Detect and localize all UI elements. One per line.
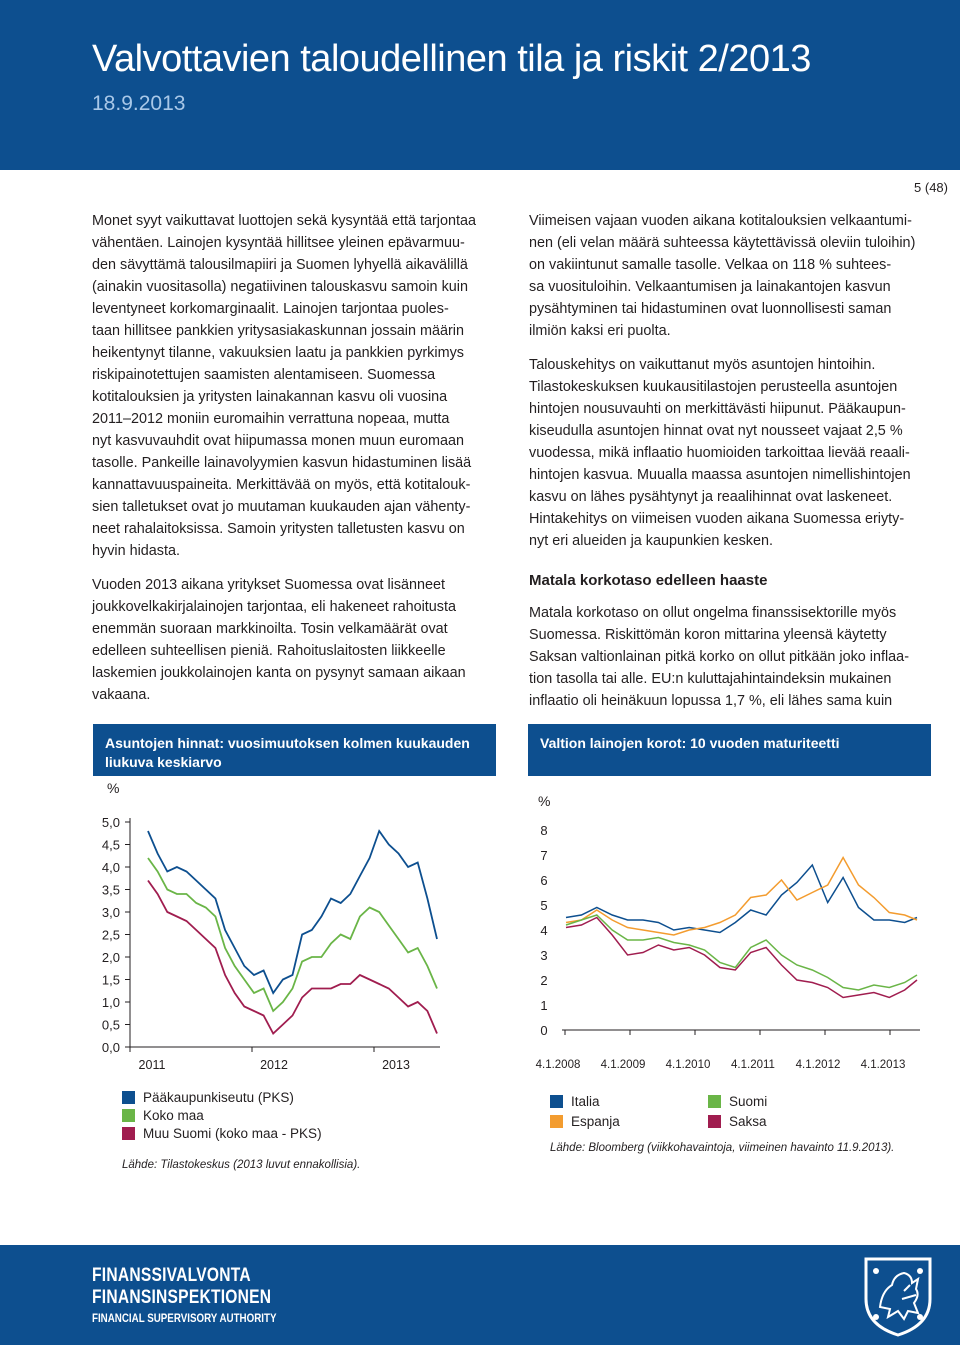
chart-source: Lähde: Tilastokeskus (2013 luvut ennakollisia). bbox=[122, 1159, 361, 1171]
legend-bonds bbox=[550, 1092, 850, 1130]
y-axis-unit: % bbox=[107, 780, 120, 796]
y-tick-label: 2,0 bbox=[101, 950, 120, 965]
legend-swatch bbox=[550, 1095, 563, 1108]
y-tick-label: 2 bbox=[540, 973, 548, 988]
legend-swatch bbox=[708, 1115, 721, 1128]
paragraph: Talouskehitys on vaikuttanut myös asuntojen hintoihin. Tilastokeskuksen kuukausitilastojen perusteella asuntojen hintojen nousuvauhti on merkittävästi hiipunut. Pääkaupun- kiseudulla asuntojen hinnat ovat nyt nousseet vajaat 2,5 % vuodessa, mikä inflaatio huomioiden tarkoittaa lievää reaali- hintojen kasvua. Muualla maassa asuntojen nimellishintojen kasvu on lähes pysähtynyt ja reaalihinnat ovat laskeneet. Hintakehitys on viimeisen vuoden aikana Suomessa eriyty- nyt eri alueiden ja kaupunkien kesken. bbox=[529, 357, 911, 549]
legend-item bbox=[122, 1088, 322, 1106]
y-tick-label: 4 bbox=[540, 923, 548, 938]
x-tick-label: 2012 bbox=[260, 1058, 288, 1072]
legend-label: Pääkaupunkiseutu (PKS) bbox=[143, 1089, 294, 1105]
housing-price-chart bbox=[80, 810, 460, 1075]
y-tick-label: 4,5 bbox=[101, 837, 120, 853]
series-line bbox=[148, 831, 437, 993]
series-line bbox=[566, 915, 917, 990]
y-tick-label: 4,0 bbox=[101, 860, 120, 875]
y-tick-label: 3,5 bbox=[101, 882, 120, 898]
x-tick-label: 4.1.2012 bbox=[795, 1059, 841, 1071]
y-tick-label: 3 bbox=[540, 948, 548, 963]
y-tick-label: 5 bbox=[540, 898, 548, 913]
legend-housing bbox=[122, 1088, 322, 1142]
footer-org-name-fi: FINANSSIVALVONTA bbox=[92, 1265, 251, 1286]
legend-item bbox=[708, 1092, 828, 1110]
x-tick-label: 4.1.2009 bbox=[600, 1059, 646, 1071]
legend-item bbox=[708, 1112, 828, 1130]
legend-label: Koko maa bbox=[143, 1107, 204, 1123]
legend-label: Muu Suomi (koko maa - PKS) bbox=[143, 1125, 322, 1141]
x-tick-label: 4.1.2013 bbox=[860, 1059, 906, 1071]
legend-swatch bbox=[708, 1095, 721, 1108]
y-tick-label: 5,0 bbox=[101, 815, 120, 830]
x-tick-label: 2011 bbox=[138, 1058, 166, 1072]
series-line bbox=[566, 858, 917, 936]
x-tick-label: 4.1.2008 bbox=[535, 1059, 581, 1071]
text-column-right bbox=[529, 210, 929, 724]
paragraph: Viimeisen vajaan vuoden aikana kotitalouksien velkaantumi- nen (eli velan määrä suhteessa käytettävissä oleviin tuloihin) on vakiintunut samalle tasolle. Velkaa on 118 % suhtees- sa vuosituloihin. Velkaantumisen ja lainakantojen kasvun pysähtyminen tai hidastuminen ovat luonnollisesti saman ilmiön kaksi eri puolta. bbox=[529, 213, 916, 339]
series-line bbox=[148, 881, 437, 1034]
x-tick-label: 4.1.2011 bbox=[731, 1059, 775, 1071]
chart-title-housing-prices: Asuntojen hinnat: vuosimuutoksen kolmen kuukauden liukuva keskiarvo bbox=[93, 724, 496, 776]
y-tick-label: 1,5 bbox=[101, 972, 120, 988]
y-tick-label: 7 bbox=[540, 848, 548, 863]
legend-swatch bbox=[550, 1115, 563, 1128]
legend-item bbox=[550, 1092, 708, 1110]
bond-yield-chart bbox=[520, 815, 940, 1080]
legend-item bbox=[550, 1112, 708, 1130]
footer-band bbox=[0, 1245, 960, 1345]
chart-source: Lähde: Bloomberg (viikkohavaintoja, viimeinen havainto 11.9.2013). bbox=[550, 1142, 895, 1154]
section-heading: Matala korkotaso edelleen haaste bbox=[529, 572, 768, 589]
series-line bbox=[566, 918, 917, 998]
text-column-left bbox=[92, 210, 492, 718]
paragraph: Matala korkotaso on ollut ongelma finanssisektorille myös Suomessa. Riskittömän koron mittarina yleensä käytetty Saksan valtionlainan pitkä korko on ollut pitkään joko inflaa- tion tasolla tai alle. EU:n kuluttajahintaindeksin mukainen inflaatio oli heinäkuun lopussa 1,7 %, eli lähes sama kuin bbox=[529, 605, 909, 709]
x-tick-label: 2013 bbox=[382, 1058, 410, 1072]
x-tick-label: 4.1.2010 bbox=[665, 1059, 711, 1071]
report-date: 18.9.2013 bbox=[92, 92, 186, 115]
legend-swatch bbox=[122, 1091, 135, 1104]
legend-label: Espanja bbox=[571, 1113, 620, 1129]
legend-item bbox=[122, 1106, 322, 1124]
series-line bbox=[148, 858, 437, 1011]
y-tick-label: 0 bbox=[540, 1023, 548, 1038]
chart-title-bond-yields: Valtion lainojen korot: 10 vuoden maturiteetti bbox=[528, 724, 931, 776]
legend-label: Italia bbox=[571, 1093, 600, 1109]
legend-swatch bbox=[122, 1109, 135, 1122]
y-tick-label: 1,0 bbox=[101, 995, 120, 1010]
legend-label: Saksa bbox=[729, 1113, 767, 1129]
y-tick-label: 0,0 bbox=[101, 1040, 120, 1055]
legend-label: Suomi bbox=[729, 1093, 768, 1109]
paragraph: Vuoden 2013 aikana yritykset Suomessa ovat lisänneet joukkovelkakirjalainojen tarjontaa, eli hakeneet rahoitusta enemmän suoraan markkinoilta. Tosin velkamäärät ovat edelleen suhteellisen pieniä. Rahoituslaitosten liikkeelle laskemien joukkolainojen kanta on pysynyt samaan aikaan vakaana. bbox=[92, 577, 466, 703]
y-tick-label: 0,5 bbox=[101, 1017, 120, 1033]
paragraph: Monet syyt vaikuttavat luottojen sekä kysyntää että tarjontaa vähentäen. Lainojen kysyntää hillitsee yleinen epävarmuu- den sävyttämä talousilmapiiri ja Suomen lyhyellä aikavälillä (ainakin vuositasolla) negatiivinen talouskasvu samoin kuin leventyneet korkomarginaalit. Lainojen tarjontaa puoles- taan hillitsee pankkien yritysasiakaskunnan jossain määrin heikentynyt tilanne, vakuuksien laatu ja pankkien pyrkimys riskipainotettujen saamisten alentamiseen. Suomessa kotitalouksien ja yritysten lainakannan kasvu oli vuosina 2011–2012 moniin euromaihin verrattuna nopeaa, mutta nyt kasvuvauhdit ovat hiipumassa monen muun euromaan tasolle. Pankeille lainavolyymien kasvun hidastuminen lisää kannattavuuspaineita. Merkittävää on myös, että kotitalouk- sien talletukset ovat jo muutaman kuukauden ajan vähenty- neet rahalaitoksissa. Samoin yritysten talletusten kasvu on hyvin hidasta. bbox=[92, 213, 476, 559]
y-axis-unit: % bbox=[538, 793, 551, 809]
legend-item bbox=[122, 1124, 322, 1142]
footer-org-name-sv: FINANSINSPEKTIONEN bbox=[92, 1287, 272, 1308]
footer-org-name-en: FINANCIAL SUPERVISORY AUTHORITY bbox=[92, 1313, 277, 1325]
legend-swatch bbox=[122, 1127, 135, 1140]
report-title: Valvottavien taloudellinen tila ja riskit 2/2013 bbox=[92, 38, 811, 80]
y-tick-label: 1 bbox=[540, 998, 548, 1013]
y-tick-label: 2,5 bbox=[101, 927, 120, 943]
header-band bbox=[0, 0, 960, 170]
y-tick-label: 6 bbox=[540, 873, 548, 888]
lion-coat-of-arms-icon bbox=[858, 1255, 938, 1337]
y-tick-label: 3,0 bbox=[101, 905, 120, 920]
page-number: 5 (48) bbox=[914, 180, 948, 195]
y-tick-label: 8 bbox=[540, 823, 548, 838]
